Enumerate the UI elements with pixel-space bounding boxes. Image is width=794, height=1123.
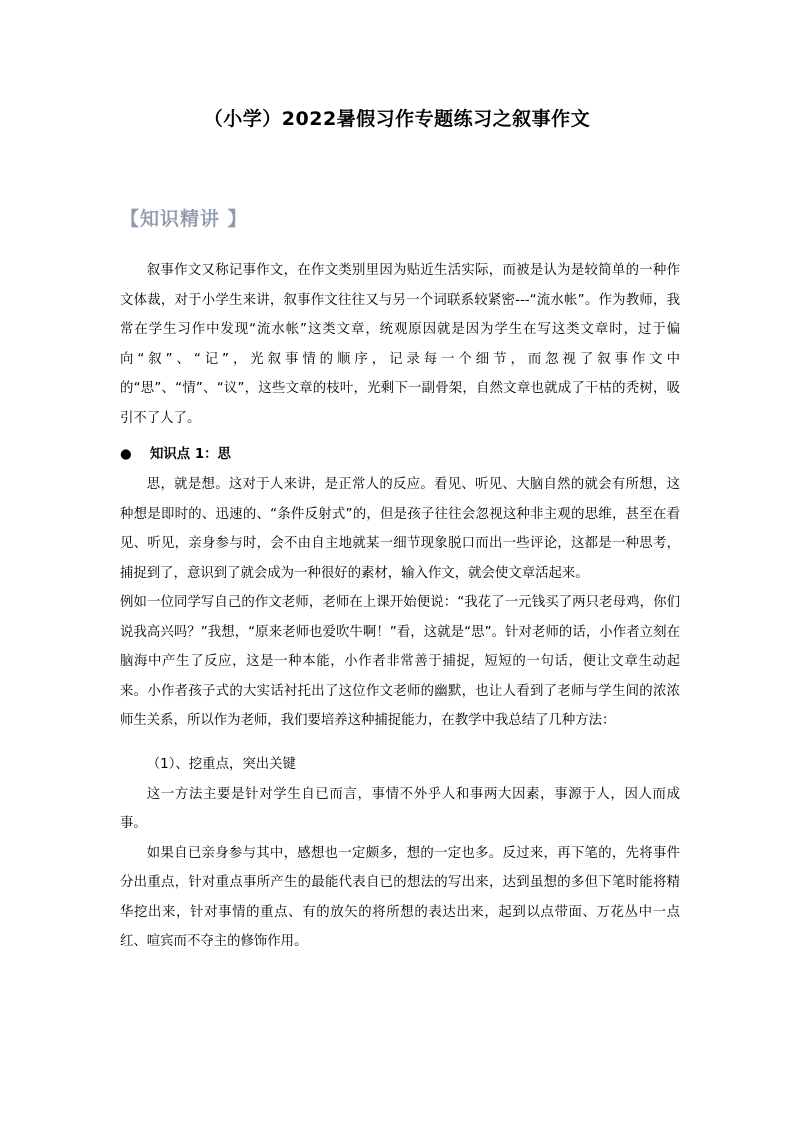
section-heading: 【知识精讲 】 [120,208,248,230]
knowledge-point-heading [120,440,231,470]
method-1-heading: （1）、挖重点，突出关键 [146,757,296,772]
paragraph-si: 思，就是想。这对于人来讲，是正常人的反应。看见、听见、大脑自然的就会有所想，这种想是即时的、迅速的、“条件反射式”的，但是孩子往往会忽视这种非主观的思维，甚至在看见、听见，亲身参与时，会不由自主地就某一细节现象脱口而出一些评论，这都是一种思考，捕捉到了，意识到了就会成为一种很好的素材，输入作文，就会使文章活起来。 [120,477,680,581]
intro-paragraph: 叙事作文又称记事作文，在作文类别里因为贴近生活实际，而被是认为是较简单的一种作文体裁，对于小学生来讲，叙事作文往往又与另一个词联系较紧密---“流水帐”。作为教师，我常在学生习作中发现“流水帐”这类文章，统观原因就是因为学生在写这类文章时，过于偏向“叙”、“记”，光叙事情的顺序，记录每一个细节，而忽视了叙事作文中的“思”、“情”、“议”，这些文章的枝叶，光剩下一副骨架，自然文章也就成了干枯的秃树，吸引不了人了。 [120,263,680,426]
document-title: （小学）2022暑假习作专题练习之叙事作文 [203,108,591,130]
method-section [120,750,680,957]
paragraph-example: 例如一位同学写自己的作文老师，老师在上课开始便说：“我花了一元钱买了两只老母鸡，你们说我高兴吗？”我想，“原来老师也爱吹牛啊！”看，这就是“思”。针对老师的话，小作者立刻在脑海中产生了反应，这是一种本能，小作者非常善于捕捉，短短的一句话，便让文章生动起来。小作者孩子式的大实话衬托出了这位作文老师的幽默，也让人看到了老师与学生间的浓浓师生关系，所以作为老师，我们要培养这种捕捉能力，在教学中我总结了几种方法： [120,595,680,728]
knowledge-point-body [120,470,680,736]
intro-section [120,256,680,433]
paragraph-method-2: 如果自已亲身参与其中，感想也一定颇多，想的一定也多。反过来，再下笔的，先将事件分出重点，针对重点事所产生的最能代表自已的想法的写出来，达到虽想的多但下笔时能将精华挖出来，针对事情的重点、有的放矢的将所想的表达出来，起到以点带面、万花丛中一点红、喧宾而不夺主的修饰作用。 [120,845,680,949]
bullet-icon: ● [120,447,132,462]
paragraph-method-1: 这一方法主要是针对学生自已而言，事情不外乎人和事两大因素，事源于人，因人而成事。 [120,786,680,831]
knowledge-point-label: 知识点 1：思 [150,447,231,462]
